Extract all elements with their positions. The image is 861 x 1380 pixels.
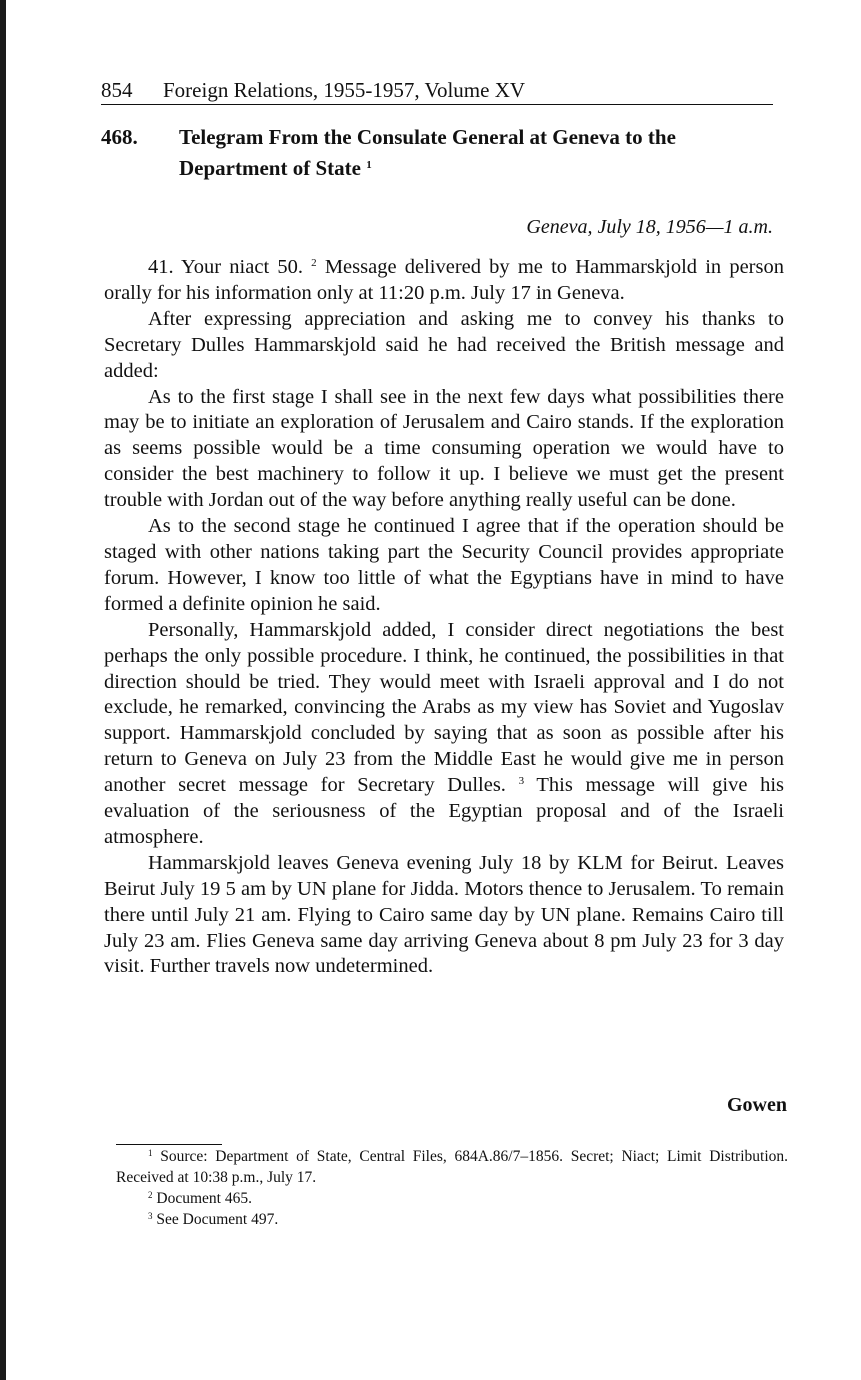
scan-edge [0, 0, 6, 1380]
footnote-divider [116, 1144, 222, 1145]
document-number: 468. [101, 125, 138, 149]
footnote-ref-1[interactable]: 1 [366, 159, 372, 171]
paragraph-1-text-b: Message delivered by me to Hammarskjold in person orally for his information only at 11:20 p.m. July 17 in Geneva. [104, 256, 784, 304]
volume-title: Foreign Relations, 1955-1957, Volume XV [163, 78, 526, 102]
footnote-ref-3[interactable]: 3 [518, 775, 525, 788]
paragraph-4: As to the second stage he continued I agree that if the operation should be staged with other nations taking part the Security Council provides appropriate forum. However, I know too little of what the Egyptians have in mind to have formed a definite opinion he said. [104, 515, 784, 615]
footnote-text: Source: Department of State, Central Files, 684A.86/7–1856. Secret; Niact; Limit Distribution. Received at 10:38 p.m., July 17. [116, 1148, 788, 1186]
paragraph-1-text-a: 41. Your niact 50. [148, 256, 303, 278]
footnote-ref-2[interactable]: 2 [311, 257, 317, 269]
document-title [179, 122, 779, 184]
footnote-mark: 3 [148, 1211, 153, 1221]
running-head [101, 76, 773, 105]
paragraph-5 [104, 618, 784, 851]
paragraph-3: As to the first stage I shall see in the next few days what possibilities there may be to initiate an exploration of Jerusalem and Cairo stands. If the exploration as seems possible would be a time consuming operation we would have to consider the best machinery to follow it up. I believe we must get the present trouble with Jordan out of the way before anything really useful can be done. [104, 385, 784, 512]
footnote-text: See Document 497. [152, 1211, 279, 1228]
paragraph-1 [104, 255, 784, 307]
footnote-text: Document 465. [152, 1190, 252, 1207]
footnote-2 [116, 1188, 788, 1209]
footnote-3 [116, 1209, 788, 1230]
footnote-mark: 1 [148, 1148, 153, 1158]
signature: Gowen [727, 1094, 787, 1116]
page-number: 854 [101, 78, 133, 102]
paragraph-5-text-b: This message will give his evaluation of the seriousness of the Egyptian proposal and of the Israeli atmosphere. [104, 774, 784, 848]
footnote-mark: 2 [148, 1190, 153, 1200]
paragraph-2: After expressing appreciation and asking me to convey his thanks to Secretary Dulles Hammarskjold said he had received the British message and added: [104, 307, 784, 382]
footnote-1 [116, 1146, 788, 1188]
document-title-text: Telegram From the Consulate General at Geneva to the Department of State [179, 125, 676, 180]
dateline: Geneva, July 18, 1956—1 a.m. [526, 216, 773, 238]
footnotes [116, 1146, 788, 1230]
paragraph-5-text-a: Personally, Hammarskjold added, I consider direct negotiations the best perhaps the only possible procedure. I think, he continued, the possibilities in that direction should be tried. They would meet with Israeli approval and I do not exclude, he remarked, convincing the Arabs as my view has Soviet and Yugoslav support. Hammarskjold concluded by saying that as soon as possible after his return to Geneva on July 23 from the Middle East he would give me in person another secret message for Secretary Dulles. [104, 618, 784, 797]
telegram-body [104, 255, 784, 980]
paragraph-6: Hammarskjold leaves Geneva evening July 18 by KLM for Beirut. Leaves Beirut July 19 5 am by UN plane for Jidda. Motors thence to Jerusalem. To remain there until July 21 am. Flying to Cairo same day by UN plane. Remains Cairo till July 23 am. Flies Geneva same day arriving Geneva about 8 pm July 23 for 3 day visit. Further travels now undetermined. [104, 851, 784, 978]
